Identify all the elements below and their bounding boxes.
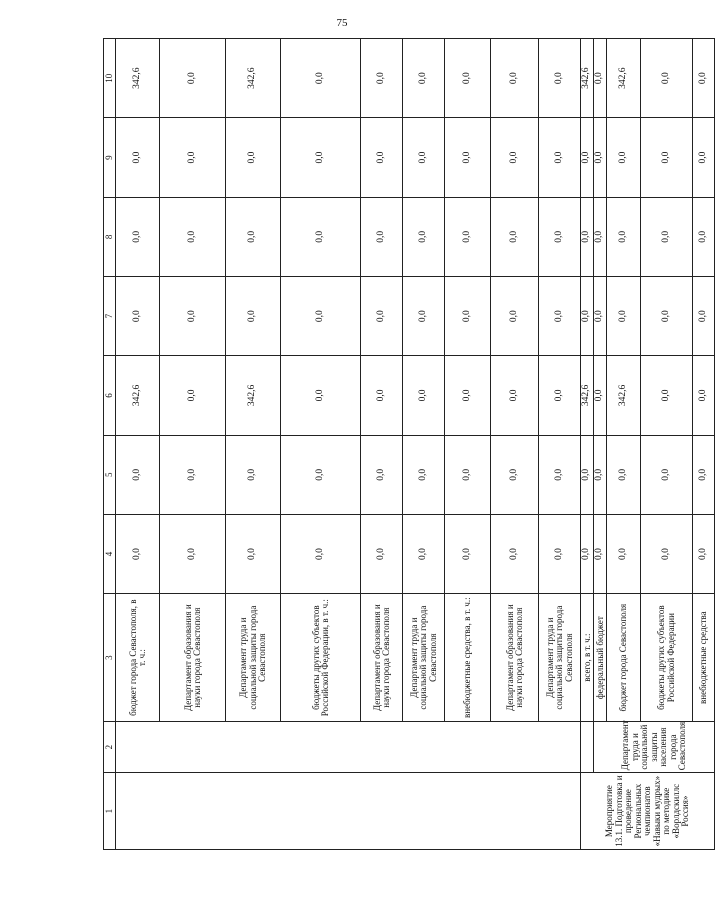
col-header-6: 6: [104, 356, 116, 435]
value-cell-col8: 0,0: [403, 197, 445, 276]
funding-source-label: бюджеты других субъектов Российской Федерации, в т. ч.:: [281, 594, 361, 722]
value-cell-col7: 0,0: [491, 277, 539, 356]
value-cell-col6: 0,0: [491, 356, 539, 435]
value-cell-col8: 0,0: [361, 197, 403, 276]
value-cell-col5: 0,0: [693, 435, 715, 514]
funding-source-label: федеральный бюджет: [594, 594, 607, 722]
value-cell-col6: 0,0: [281, 356, 361, 435]
empty-cell-col2: [581, 722, 594, 773]
funding-source-label: бюджет города Севастополя, в т. ч.:: [116, 594, 160, 722]
col-header-10: 10: [104, 39, 116, 118]
value-cell-col4: 0,0: [361, 514, 403, 593]
table-row: [581, 39, 594, 850]
value-cell-col5: 0,0: [226, 435, 281, 514]
value-cell-col10: 342,6: [607, 39, 641, 118]
value-cell-col4: 0,0: [403, 514, 445, 593]
funding-source-label: внебюджетные средства, в т. ч.:: [445, 594, 491, 722]
value-cell-col9: 0,0: [491, 118, 539, 197]
value-cell-col4: 0,0: [594, 514, 607, 593]
value-cell-col4: 0,0: [581, 514, 594, 593]
col-header-4: 4: [104, 514, 116, 593]
value-cell-col7: 0,0: [160, 277, 226, 356]
value-cell-col10: 0,0: [445, 39, 491, 118]
value-cell-col9: 0,0: [361, 118, 403, 197]
value-cell-col6: 0,0: [539, 356, 581, 435]
value-cell-col8: 0,0: [226, 197, 281, 276]
value-cell-col9: 0,0: [607, 118, 641, 197]
value-cell-col7: 0,0: [226, 277, 281, 356]
value-cell-col7: 0,0: [361, 277, 403, 356]
value-cell-col9: 0,0: [160, 118, 226, 197]
value-cell-col10: 0,0: [693, 39, 715, 118]
value-cell-col7: 0,0: [116, 277, 160, 356]
value-cell-col5: 0,0: [594, 435, 607, 514]
value-cell-col8: 0,0: [281, 197, 361, 276]
value-cell-col5: 0,0: [445, 435, 491, 514]
value-cell-col7: 0,0: [581, 277, 594, 356]
value-cell-col6: 342,6: [607, 356, 641, 435]
funding-source-label: внебюджетные средства: [693, 594, 715, 722]
col-header-5: 5: [104, 435, 116, 514]
col-header-1: 1: [104, 773, 116, 850]
value-cell-col4: 0,0: [693, 514, 715, 593]
col-header-7: 7: [104, 277, 116, 356]
value-cell-col9: 0,0: [445, 118, 491, 197]
col-header-3: 3: [104, 594, 116, 722]
value-cell-col8: 0,0: [160, 197, 226, 276]
value-cell-col7: 0,0: [641, 277, 693, 356]
value-cell-col10: 342,6: [581, 39, 594, 118]
value-cell-col6: 342,6: [116, 356, 160, 435]
value-cell-col8: 0,0: [641, 197, 693, 276]
value-cell-col5: 0,0: [281, 435, 361, 514]
value-cell-col7: 0,0: [693, 277, 715, 356]
value-cell-col10: 342,6: [116, 39, 160, 118]
table-row: [116, 39, 160, 850]
value-cell-col5: 0,0: [581, 435, 594, 514]
value-cell-col6: 0,0: [403, 356, 445, 435]
value-cell-col5: 0,0: [160, 435, 226, 514]
value-cell-col7: 0,0: [445, 277, 491, 356]
value-cell-col4: 0,0: [445, 514, 491, 593]
value-cell-col7: 0,0: [281, 277, 361, 356]
value-cell-col5: 0,0: [491, 435, 539, 514]
value-cell-col10: 0,0: [361, 39, 403, 118]
executor-cell: Департамент труда и социальной защиты населения города Севастополя: [594, 722, 715, 773]
value-cell-col9: 0,0: [281, 118, 361, 197]
activity-cell: Мероприятие 13.1. Подготовка и проведение Региональных чемпионатов «Навыки мудрых» по методике «Ворлдскиллс Россия»: [581, 773, 715, 850]
table-row: [594, 39, 607, 850]
funding-source-label: Департамент труда и социальной защиты города Севастополя: [539, 594, 581, 722]
funding-source-label: Департамент труда и социальной защиты города Севастополя: [226, 594, 281, 722]
value-cell-col8: 0,0: [539, 197, 581, 276]
value-cell-col9: 0,0: [594, 118, 607, 197]
value-cell-col9: 0,0: [226, 118, 281, 197]
value-cell-col5: 0,0: [641, 435, 693, 514]
value-cell-col4: 0,0: [116, 514, 160, 593]
value-cell-col10: 0,0: [539, 39, 581, 118]
value-cell-col8: 0,0: [594, 197, 607, 276]
empty-cell-col2: [116, 722, 581, 773]
value-cell-col10: 0,0: [491, 39, 539, 118]
value-cell-col6: 0,0: [594, 356, 607, 435]
value-cell-col4: 0,0: [226, 514, 281, 593]
page-number: 75: [336, 17, 348, 29]
value-cell-col8: 0,0: [693, 197, 715, 276]
col-header-9: 9: [104, 118, 116, 197]
value-cell-col9: 0,0: [539, 118, 581, 197]
value-cell-col10: 0,0: [160, 39, 226, 118]
empty-cell-col1: [116, 773, 581, 850]
value-cell-col7: 0,0: [539, 277, 581, 356]
rotated-table-wrapper: [103, 38, 709, 850]
value-cell-col8: 0,0: [581, 197, 594, 276]
value-cell-col4: 0,0: [641, 514, 693, 593]
value-cell-col4: 0,0: [160, 514, 226, 593]
value-cell-col6: 342,6: [226, 356, 281, 435]
value-cell-col4: 0,0: [281, 514, 361, 593]
value-cell-col5: 0,0: [403, 435, 445, 514]
value-cell-col6: 0,0: [693, 356, 715, 435]
value-cell-col4: 0,0: [491, 514, 539, 593]
value-cell-col9: 0,0: [403, 118, 445, 197]
funding-source-label: Департамент образования и науки города Севастополя: [160, 594, 226, 722]
col-header-8: 8: [104, 197, 116, 276]
value-cell-col4: 0,0: [539, 514, 581, 593]
value-cell-col9: 0,0: [693, 118, 715, 197]
value-cell-col10: 0,0: [641, 39, 693, 118]
budget-table: [103, 38, 715, 850]
value-cell-col5: 0,0: [116, 435, 160, 514]
value-cell-col7: 0,0: [403, 277, 445, 356]
value-cell-col8: 0,0: [607, 197, 641, 276]
value-cell-col8: 0,0: [445, 197, 491, 276]
value-cell-col5: 0,0: [361, 435, 403, 514]
value-cell-col5: 0,0: [539, 435, 581, 514]
value-cell-col10: 0,0: [403, 39, 445, 118]
value-cell-col10: 0,0: [281, 39, 361, 118]
funding-source-label: Департамент образования и науки города Севастополя: [491, 594, 539, 722]
value-cell-col9: 0,0: [641, 118, 693, 197]
value-cell-col10: 0,0: [594, 39, 607, 118]
value-cell-col6: 0,0: [160, 356, 226, 435]
value-cell-col9: 0,0: [581, 118, 594, 197]
funding-source-label: Департамент образования и науки города Севастополя: [361, 594, 403, 722]
value-cell-col8: 0,0: [491, 197, 539, 276]
funding-source-label: бюджет города Севастополя: [607, 594, 641, 722]
value-cell-col7: 0,0: [607, 277, 641, 356]
value-cell-col8: 0,0: [116, 197, 160, 276]
value-cell-col6: 342,6: [581, 356, 594, 435]
value-cell-col4: 0,0: [607, 514, 641, 593]
value-cell-col5: 0,0: [607, 435, 641, 514]
value-cell-col10: 342,6: [226, 39, 281, 118]
col-header-2: 2: [104, 722, 116, 773]
value-cell-col6: 0,0: [361, 356, 403, 435]
value-cell-col7: 0,0: [594, 277, 607, 356]
funding-source-label: бюджеты других субъектов Российской Федерации: [641, 594, 693, 722]
funding-source-label: Департамент труда и социальной защиты города Севастополя: [403, 594, 445, 722]
value-cell-col9: 0,0: [116, 118, 160, 197]
value-cell-col6: 0,0: [641, 356, 693, 435]
header-row: [104, 39, 116, 850]
funding-source-label: всего, в т. ч.:: [581, 594, 594, 722]
value-cell-col6: 0,0: [445, 356, 491, 435]
